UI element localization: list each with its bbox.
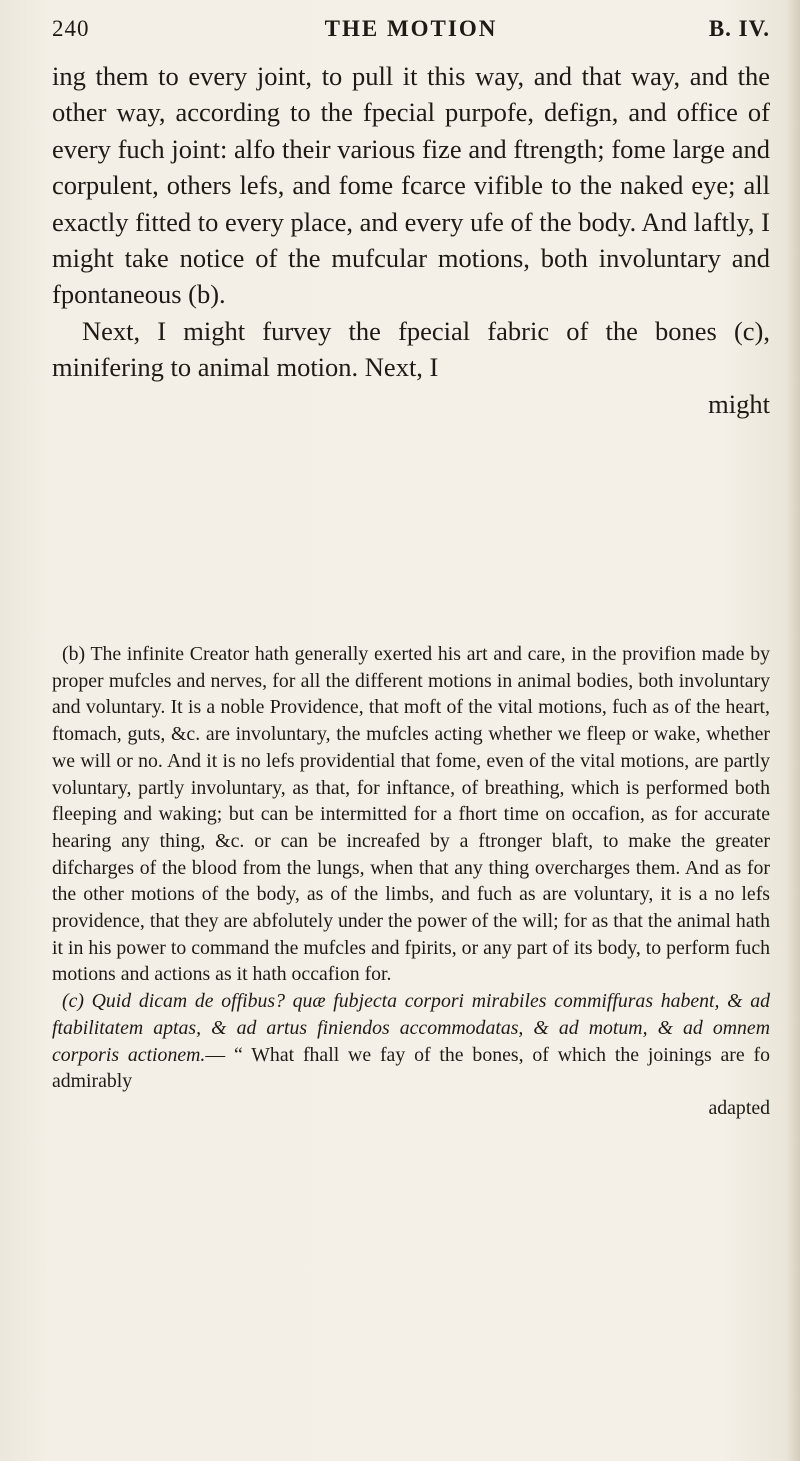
footnote-c-english: — “ What fhall we fay of the bones, of which the joinings are fo admirably [52, 1043, 770, 1093]
main-paragraph-2: Next, I might furvey the fpecial fabric of the bones (c), minifering to animal motion. Next, I [52, 315, 770, 383]
page-edge-shadow [786, 0, 800, 1461]
catchword-notes: adapted [708, 1096, 770, 1119]
running-title: THE MOTION [324, 16, 498, 41]
footnotes [52, 641, 770, 1122]
book-label: B. IV. [708, 16, 770, 41]
page-number: 240 [52, 16, 90, 41]
footnote-c-latin: (c) Quid dicam de offibus? quæ fubjecta corpori mirabiles commiffuras habent, & ad ftabilitatem aptas, & ad artus finiendos accommodatas, & ad motum, & ad omnem corporis actionem. [52, 990, 770, 1066]
footnote-b: (b) The infinite Creator hath generally exerted his art and care, in the provifion made by proper mufcles and nerves, for all the different motions in animal bodies, both involuntary and voluntary. It is a noble Providence, that moft of the vital motions, fuch as of the heart, ftomach, guts, &c. are involuntary, the mufcles acting whether we fleep or wake, whether we will or no. And it is no lefs providential that fome, even of the vital motions, are partly voluntary, partly involuntary, as that, for inftance, of breathing, which is performed both fleeping and waking; but can be intermitted for a fhort time on occafion, as for accurate hearing any thing, &c. or can be increafed by a ftronger blaft, to make the greater difcharges of the blood from the lungs, when that any thing overcharges them. And as for the other motions of the body, as of the limbs, and fuch as are voluntary, it is a no lefs providence, that they are abfolutely under the power of the will; for as that the animal hath it in his power to command the mufcles and fpirits, or any part of its body, to perform fuch motions and actions as it hath occafion for. [52, 643, 770, 986]
footnote-c [52, 988, 770, 1095]
main-paragraph-1: ing them to every joint, to pull it this way, and that way, and the other way, according to the fpecial purpofe, defign, and office of every fuch joint: alfo their various fize and ftrength; fome large and corpulent, others lefs, and fome fcarce vifible to the naked eye; all exactly fitted to every place, and every ufe of the body. And laftly, I might take notice of the mufcular motions, both involuntary and fpontaneous (b). [52, 61, 770, 310]
catchword-main: might [708, 388, 770, 419]
running-header [52, 16, 770, 56]
main-text [52, 58, 770, 422]
